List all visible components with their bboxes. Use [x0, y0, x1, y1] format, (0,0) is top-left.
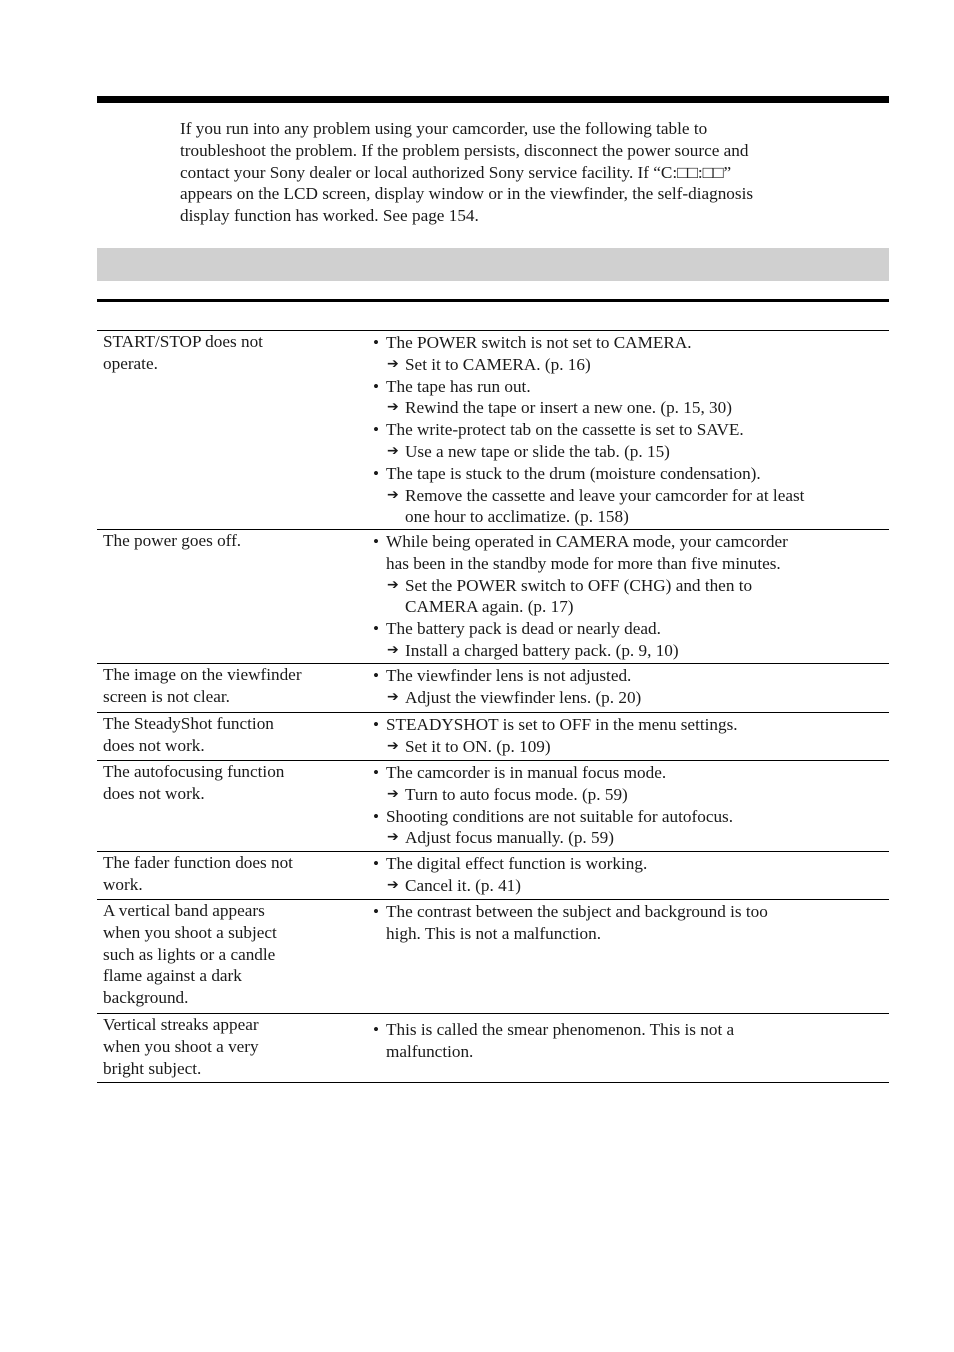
causes-cell — [373, 332, 887, 528]
cause-text-line: The tape has run out. — [386, 376, 531, 396]
symptom-line: The SteadyShot function — [103, 714, 274, 733]
symptom-cell — [103, 530, 353, 552]
bullet-icon: • — [373, 376, 380, 396]
intro-line: troubleshoot the problem. If the problem persists, disconnect the power source and — [180, 140, 749, 160]
arrow-right-icon: ➔ — [387, 399, 399, 416]
cause-text — [373, 531, 887, 553]
remedy-text-line: Install a charged battery pack. (p. 9, 10) — [405, 640, 679, 660]
table-row — [97, 900, 889, 1014]
cause-text-line: This is called the smear phenomenon. This is not a — [386, 1020, 735, 1039]
remedy-text — [373, 596, 887, 618]
causes-cell — [373, 901, 887, 945]
cause-text — [373, 376, 887, 398]
causes-cell — [373, 1019, 887, 1063]
bullet-icon: • — [373, 715, 380, 734]
symptom-line: The autofocusing function — [103, 762, 285, 781]
cause-item — [373, 853, 887, 897]
symptom-line: such as lights or a candle — [103, 944, 276, 964]
symptom-line: when you shoot a very — [103, 1036, 259, 1056]
cause-item — [373, 762, 887, 806]
remedy-text — [373, 485, 887, 507]
symptom-line: screen is not clear. — [103, 686, 230, 706]
symptom-cell — [103, 1014, 353, 1079]
causes-cell — [373, 714, 887, 758]
table-row — [97, 664, 889, 713]
section-rule — [97, 299, 889, 302]
bullet-icon: • — [373, 763, 380, 782]
symptom-cell — [103, 331, 353, 375]
cause-text — [373, 618, 887, 640]
cause-text — [373, 762, 887, 784]
remedy-text-line: Set it to CAMERA. (p. 16) — [405, 354, 591, 374]
arrow-right-icon: ➔ — [387, 355, 399, 372]
bullet-icon: • — [373, 532, 380, 551]
symptom-line: flame against a dark — [103, 966, 242, 986]
cause-text-line: The digital effect function is working. — [386, 854, 648, 873]
cause-text-line: The POWER switch is not set to CAMERA. — [386, 333, 692, 352]
cause-text-line: has been in the standby mode for more than five minutes. — [386, 553, 781, 573]
symptom-line: Vertical streaks appear — [103, 1015, 259, 1034]
section-header-band — [97, 248, 889, 281]
causes-cell — [373, 665, 887, 709]
bullet-icon: • — [373, 854, 380, 873]
arrow-right-icon: ➔ — [387, 576, 399, 593]
cause-item — [373, 665, 887, 709]
cause-item — [373, 376, 887, 420]
remedy-text — [373, 354, 887, 376]
intro-line: appears on the LCD screen, display window or in the viewfinder, the self-diagnosis — [180, 184, 754, 204]
cause-text-line: While being operated in CAMERA mode, your camcorder — [386, 532, 788, 551]
cause-text-line: The tape is stuck to the drum (moisture condensation). — [386, 463, 761, 483]
arrow-right-icon: ➔ — [387, 829, 399, 846]
symptom-cell — [103, 664, 353, 708]
cause-text-line: STEADYSHOT is set to OFF in the menu settings. — [386, 715, 738, 734]
symptom-line: work. — [103, 874, 143, 894]
symptom-line: background. — [103, 988, 189, 1008]
arrow-right-icon: ➔ — [387, 785, 399, 802]
symptom-line: bright subject. — [103, 1058, 202, 1078]
intro-line: If you run into any problem using your camcorder, use the following table to — [180, 119, 708, 138]
remedy-text — [373, 397, 887, 419]
cause-text — [373, 806, 887, 828]
table-row — [97, 1014, 889, 1083]
remedy-text-line: Remove the cassette and leave your camcorder for at least — [405, 485, 805, 505]
cause-text — [373, 419, 887, 441]
cause-text — [373, 853, 887, 875]
cause-text-line: high. This is not a malfunction. — [386, 923, 601, 943]
symptom-line: The fader function does not — [103, 853, 293, 872]
remedy-text — [373, 784, 887, 806]
remedy-text-line: one hour to acclimatize. (p. 158) — [405, 507, 629, 527]
cause-item — [373, 806, 887, 850]
remedy-text-line: CAMERA again. (p. 17) — [405, 597, 574, 617]
remedy-text-line: Adjust focus manually. (p. 59) — [405, 828, 614, 848]
remedy-text — [373, 736, 887, 758]
symptom-line: does not work. — [103, 735, 205, 755]
cause-item — [373, 714, 887, 758]
cause-text — [373, 665, 887, 687]
arrow-right-icon: ➔ — [387, 737, 399, 754]
symptom-line: A vertical band appears — [103, 901, 265, 920]
intro-line: display function has worked. See page 154. — [180, 206, 479, 226]
cause-text-line: Shooting conditions are not suitable for autofocus. — [386, 806, 734, 826]
cause-item — [373, 901, 887, 945]
causes-cell — [373, 762, 887, 849]
symptom-line: The image on the viewfinder — [103, 665, 302, 684]
remedy-text — [373, 875, 887, 897]
bullet-icon: • — [373, 1020, 380, 1039]
remedy-text — [373, 640, 887, 662]
cause-text-line: The battery pack is dead or nearly dead. — [386, 619, 661, 639]
cause-text-line: malfunction. — [386, 1041, 474, 1061]
bullet-icon: • — [373, 619, 380, 639]
bullet-icon: • — [373, 420, 380, 440]
intro-paragraph — [180, 118, 880, 227]
remedy-text-line: Set it to ON. (p. 109) — [405, 736, 551, 756]
symptom-cell — [103, 761, 353, 805]
table-row — [97, 713, 889, 761]
arrow-right-icon: ➔ — [387, 876, 399, 893]
cause-item — [373, 531, 887, 618]
cause-text — [373, 901, 887, 923]
remedy-text — [373, 506, 887, 528]
arrow-right-icon: ➔ — [387, 442, 399, 459]
remedy-text — [373, 441, 887, 463]
symptom-line: operate. — [103, 353, 158, 373]
remedy-text-line: Turn to auto focus mode. (p. 59) — [405, 784, 628, 804]
cause-text-line: The camcorder is in manual focus mode. — [386, 763, 667, 782]
table-row — [97, 852, 889, 900]
cause-item — [373, 463, 887, 528]
symptom-cell — [103, 852, 353, 896]
bullet-icon: • — [373, 333, 380, 352]
table-row — [97, 761, 889, 852]
cause-item — [373, 419, 887, 463]
bullet-icon: • — [373, 806, 380, 826]
cause-text — [373, 553, 887, 575]
remedy-text-line: Cancel it. (p. 41) — [405, 875, 521, 895]
symptom-line: when you shoot a subject — [103, 922, 277, 942]
table-row — [97, 530, 889, 664]
symptom-line: does not work. — [103, 783, 205, 803]
top-rule — [97, 96, 889, 103]
cause-text-line: The contrast between the subject and background is too — [386, 902, 768, 921]
cause-item — [373, 332, 887, 376]
remedy-text — [373, 827, 887, 849]
causes-cell — [373, 853, 887, 897]
causes-cell — [373, 531, 887, 662]
cause-text-line: The write-protect tab on the cassette is set to SAVE. — [386, 420, 744, 440]
symptom-cell — [103, 713, 353, 757]
bullet-icon: • — [373, 463, 380, 483]
cause-text — [373, 463, 887, 485]
remedy-text — [373, 687, 887, 709]
cause-text-line: The viewfinder lens is not adjusted. — [386, 666, 632, 685]
cause-item — [373, 618, 887, 662]
bullet-icon: • — [373, 902, 380, 921]
cause-text — [373, 1041, 887, 1063]
symptom-line: START/STOP does not — [103, 332, 263, 351]
remedy-text — [373, 575, 887, 597]
cause-text — [373, 332, 887, 354]
symptom-line: The power goes off. — [103, 531, 242, 550]
bullet-icon: • — [373, 666, 380, 685]
remedy-text-line: Rewind the tape or insert a new one. (p. 15, 30) — [405, 398, 732, 418]
remedy-text-line: Use a new tape or slide the tab. (p. 15) — [405, 441, 670, 461]
symptom-cell — [103, 900, 353, 1009]
remedy-text-line: Set the POWER switch to OFF (CHG) and then to — [405, 575, 753, 595]
cause-text — [373, 1019, 887, 1041]
cause-text — [373, 923, 887, 945]
table-row — [97, 331, 889, 530]
arrow-right-icon: ➔ — [387, 688, 399, 705]
cause-text — [373, 714, 887, 736]
arrow-right-icon: ➔ — [387, 641, 399, 658]
arrow-right-icon: ➔ — [387, 486, 399, 503]
cause-item — [373, 1019, 887, 1063]
remedy-text-line: Adjust the viewfinder lens. (p. 20) — [405, 687, 642, 707]
intro-line: contact your Sony dealer or local authorized Sony service facility. If “C:□□:□□” — [180, 162, 732, 182]
